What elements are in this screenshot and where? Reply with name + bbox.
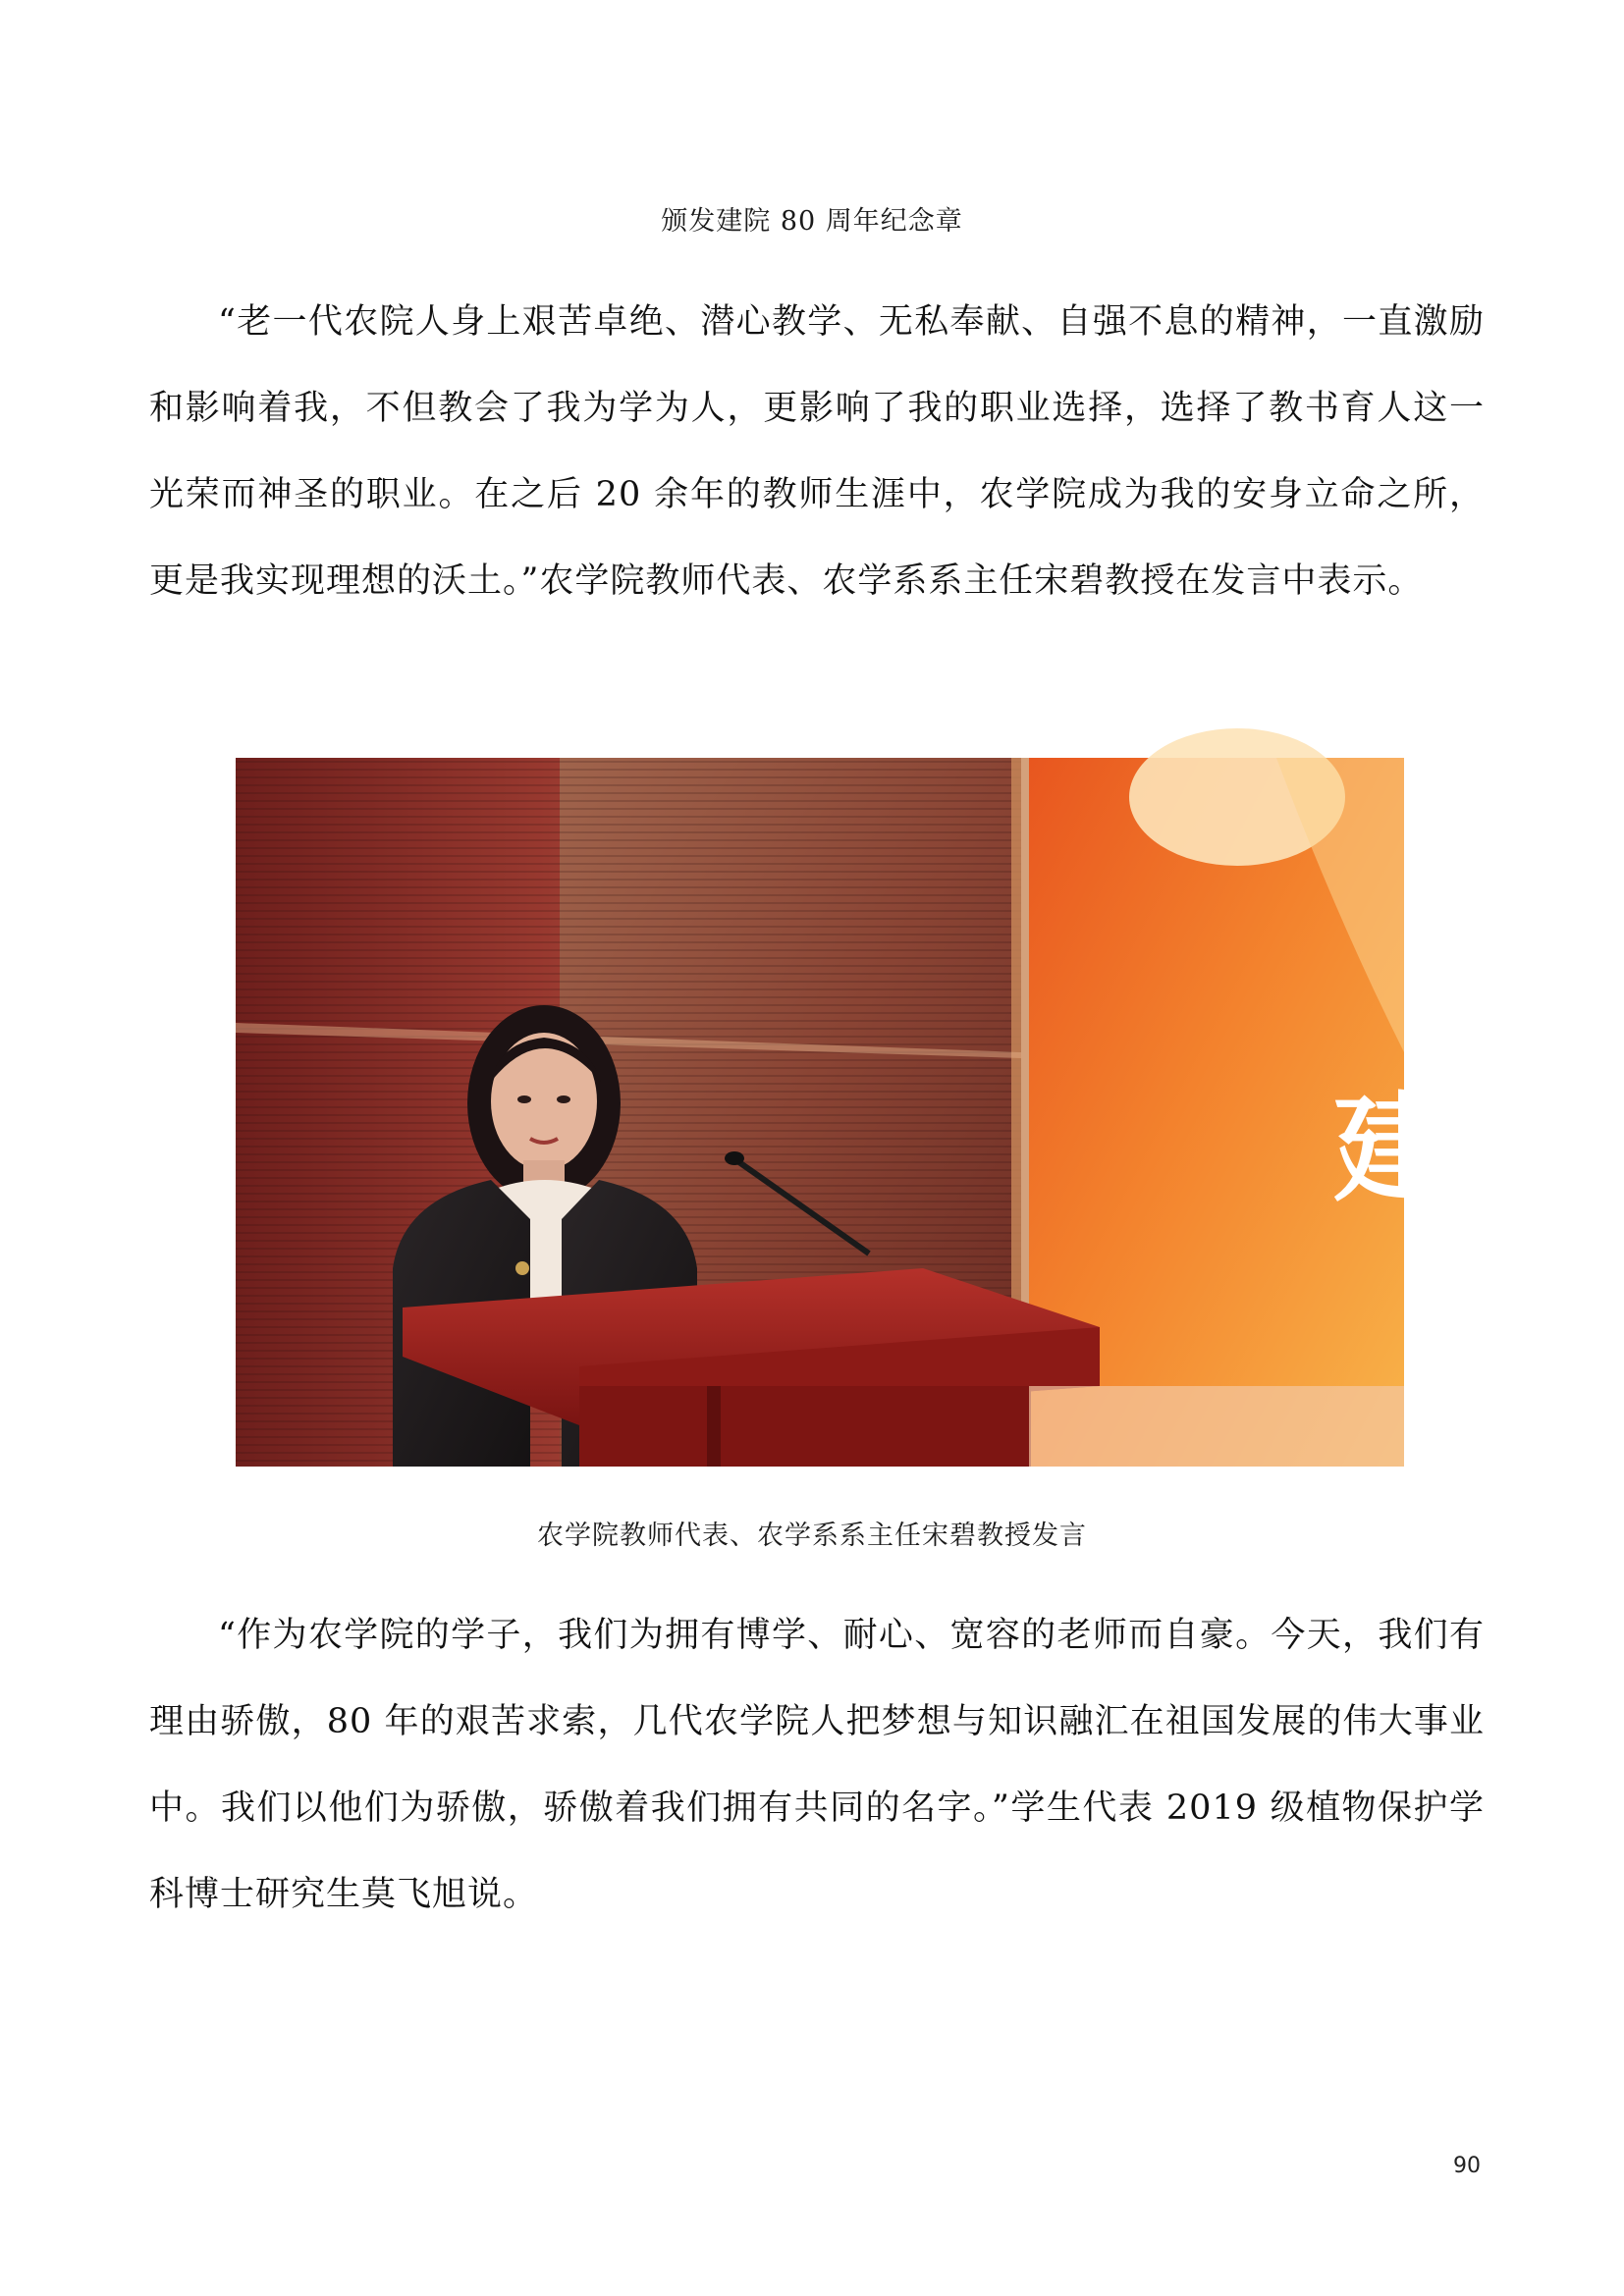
paragraph-student-quote: “作为农学院的学子，我们为拥有博学、耐心、宽容的老师而自豪。今天，我们有理由骄傲，80 年的艰苦求索，几代农学院人把梦想与知识融汇在祖国发展的伟大事业中。我们以他们为骄傲，骄傲着我们拥有共同的名字。”学生代表 2019 级植物保护学科博士研究生莫飞旭说。 <box>149 1616 1485 1914</box>
paragraph-teacher-quote: “老一代农院人身上艰苦卓绝、潜心教学、无私奉献、自强不息的精神，一直激励和影响着我，不但教会了我为学为人，更影响了我的职业选择，选择了教书育人这一光荣而神圣的职业。在之后 20 余年的教师生涯中，农学院成为我的安身立命之所，更是我实现理想的沃土。”农学院教师代表、农学系系主任宋碧教授在发言中表示。 <box>149 302 1485 601</box>
page-number: 90 <box>1453 2154 1481 2178</box>
medal-caption: 颁发建院 80 周年纪念章 <box>661 206 963 237</box>
banner-glyph: 建 <box>1333 1082 1451 1218</box>
photo-caption: 农学院教师代表、农学系系主任宋碧教授发言 <box>537 1521 1087 1551</box>
speech-photo <box>236 758 1451 1467</box>
